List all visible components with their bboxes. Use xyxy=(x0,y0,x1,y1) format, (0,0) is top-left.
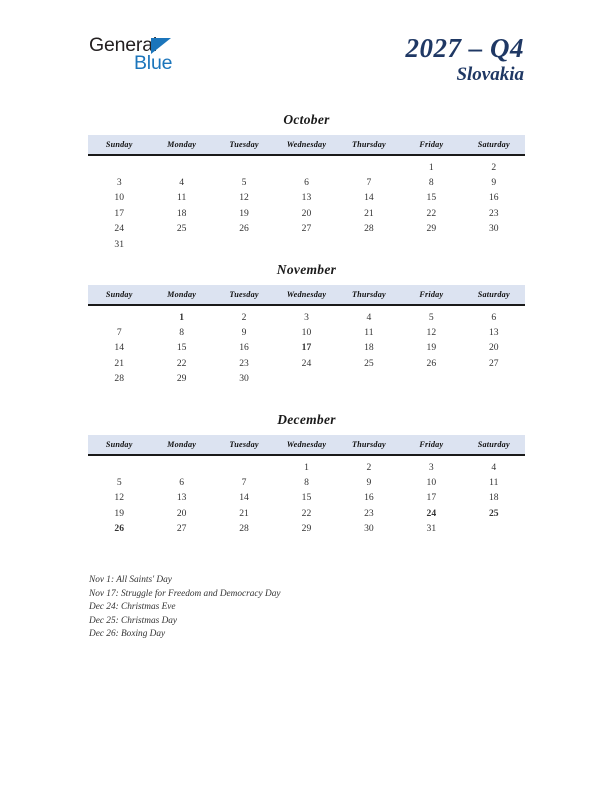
calendar-day[interactable]: 19 xyxy=(239,207,249,219)
calendar-day[interactable]: 26 xyxy=(239,223,249,235)
calendar-week-row xyxy=(88,305,525,325)
weekday-header-friday: Friday xyxy=(400,285,462,305)
calendar-day[interactable]: 11 xyxy=(177,192,187,204)
holiday-legend xyxy=(89,574,509,642)
month-block-october xyxy=(88,113,525,252)
page-title: 2027 – Q4 xyxy=(405,33,524,63)
weekday-header-monday: Monday xyxy=(150,435,212,455)
calendar-day[interactable]: 3 xyxy=(428,461,434,473)
calendar-day[interactable]: 8 xyxy=(304,477,309,489)
calendar-day-holiday[interactable]: 24 xyxy=(426,507,437,519)
calendar-day[interactable]: 30 xyxy=(239,373,249,385)
weekday-header-monday: Monday xyxy=(150,135,212,155)
weekday-header-monday: Monday xyxy=(150,285,212,305)
calendar-day[interactable]: 19 xyxy=(426,342,437,354)
calendar-cell-empty xyxy=(88,455,150,475)
calendar-day[interactable]: 3 xyxy=(116,177,122,189)
calendar-day[interactable]: 28 xyxy=(114,373,124,385)
calendar-day[interactable]: 28 xyxy=(239,523,249,535)
weekday-header-friday: Friday xyxy=(400,435,462,455)
legend-item: Nov 1: All Saints' Day xyxy=(89,575,172,585)
month-block-november xyxy=(88,263,525,386)
calendar-day[interactable]: 6 xyxy=(491,311,497,323)
calendar-day[interactable]: 29 xyxy=(426,223,437,235)
calendar-week-row xyxy=(88,371,525,386)
calendar-day[interactable]: 31 xyxy=(426,523,437,535)
calendar-day[interactable]: 13 xyxy=(488,327,499,339)
weekday-header-row xyxy=(88,135,525,155)
calendar-body xyxy=(88,155,525,252)
calendar-week-row xyxy=(88,236,525,251)
calendar-day[interactable]: 7 xyxy=(116,327,122,339)
general-blue-logo xyxy=(89,36,239,80)
calendar-day[interactable]: 11 xyxy=(489,477,499,489)
calendar-cell-empty xyxy=(275,155,337,175)
calendar-day[interactable]: 13 xyxy=(176,492,187,504)
calendar-week-row xyxy=(88,175,525,190)
calendar-day[interactable]: 9 xyxy=(241,327,247,339)
calendar-day[interactable]: 18 xyxy=(364,342,374,354)
calendar-day[interactable]: 21 xyxy=(114,357,124,369)
calendar-week-row xyxy=(88,206,525,221)
calendar-day[interactable]: 16 xyxy=(488,192,499,204)
calendar-day[interactable]: 15 xyxy=(426,192,437,204)
calendar-day[interactable]: 16 xyxy=(364,492,374,504)
calendar-day[interactable]: 2 xyxy=(366,461,372,473)
calendar-day[interactable]: 5 xyxy=(116,477,122,489)
calendar-day[interactable]: 10 xyxy=(114,192,124,204)
calendar-day[interactable]: 9 xyxy=(491,177,497,189)
calendar-day[interactable]: 2 xyxy=(491,161,497,173)
calendar-cell-empty xyxy=(150,236,212,251)
month-title: October xyxy=(283,112,330,127)
calendar-day[interactable]: 11 xyxy=(364,327,374,339)
weekday-header-thursday: Thursday xyxy=(338,285,400,305)
calendar-day[interactable]: 29 xyxy=(176,373,187,385)
calendar-day[interactable]: 29 xyxy=(301,523,312,535)
calendar-week-row xyxy=(88,155,525,175)
calendar-cell-empty xyxy=(213,455,275,475)
calendar-cell-empty xyxy=(150,455,212,475)
calendar-cell-empty xyxy=(463,236,525,251)
calendar-day[interactable]: 23 xyxy=(488,207,499,219)
calendar-week-row xyxy=(88,325,525,340)
calendar-day[interactable]: 1 xyxy=(304,461,309,473)
calendar-week-row xyxy=(88,475,525,490)
calendar-day[interactable]: 22 xyxy=(426,207,437,219)
weekday-header-row xyxy=(88,435,525,455)
weekday-header-saturday: Saturday xyxy=(463,285,525,305)
calendar-day[interactable]: 6 xyxy=(179,477,185,489)
calendar-body xyxy=(88,305,525,387)
month-block-december xyxy=(88,413,525,536)
calendar-day[interactable]: 30 xyxy=(488,223,499,235)
page-title-block xyxy=(406,34,525,88)
calendar-day[interactable]: 14 xyxy=(364,192,374,204)
calendar-cell-empty xyxy=(88,155,150,175)
calendar-day[interactable]: 1 xyxy=(428,161,434,173)
calendar-day[interactable]: 10 xyxy=(301,327,312,339)
calendar-day[interactable]: 18 xyxy=(176,207,187,219)
weekday-header-saturday: Saturday xyxy=(463,135,525,155)
calendar-day[interactable]: 25 xyxy=(176,223,187,235)
calendar-day[interactable]: 27 xyxy=(301,223,312,235)
calendar-day[interactable]: 15 xyxy=(301,492,312,504)
calendar-day[interactable]: 31 xyxy=(114,238,124,250)
calendar-day[interactable]: 14 xyxy=(239,492,249,504)
legend-item: Dec 24: Christmas Eve xyxy=(89,602,176,613)
calendar-day[interactable]: 12 xyxy=(426,327,437,339)
calendar-day[interactable]: 5 xyxy=(428,311,434,323)
weekday-header-wednesday: Wednesday xyxy=(275,135,337,155)
month-title: November xyxy=(276,262,337,277)
calendar-day[interactable]: 13 xyxy=(301,192,312,204)
calendar-cell-empty xyxy=(463,371,525,386)
calendar-day[interactable]: 4 xyxy=(179,177,185,189)
weekday-header-tuesday: Tuesday xyxy=(213,285,275,305)
calendar-cell-empty xyxy=(213,236,275,251)
calendar-day[interactable]: 4 xyxy=(366,311,372,323)
calendar-cell-empty xyxy=(400,371,462,386)
weekday-header-saturday: Saturday xyxy=(463,435,525,455)
calendar-day[interactable]: 7 xyxy=(366,177,372,189)
calendar-day[interactable]: 12 xyxy=(114,492,124,504)
weekday-header-wednesday: Wednesday xyxy=(275,285,337,305)
calendar-day[interactable]: 17 xyxy=(114,207,124,219)
calendar-day[interactable]: 10 xyxy=(426,477,437,489)
calendar-body xyxy=(88,455,525,537)
calendar-cell-empty xyxy=(213,155,275,175)
calendar-day[interactable]: 3 xyxy=(304,311,309,323)
calendar-day[interactable]: 22 xyxy=(301,507,312,519)
calendar-week-row xyxy=(88,455,525,475)
calendar-day[interactable]: 5 xyxy=(241,177,247,189)
logo-text-general: General xyxy=(89,34,157,56)
calendar-day[interactable]: 18 xyxy=(488,492,499,504)
weekday-header-wednesday: Wednesday xyxy=(275,435,337,455)
calendar-day-holiday[interactable]: 1 xyxy=(179,311,185,323)
calendar-day[interactable]: 28 xyxy=(364,223,374,235)
legend-item: Nov 17: Struggle for Freedom and Democracy Day xyxy=(89,588,281,599)
calendar-day[interactable]: 7 xyxy=(241,477,247,489)
calendar-day[interactable]: 27 xyxy=(176,523,187,535)
page-subtitle-country: Slovakia xyxy=(456,64,524,86)
weekday-header-thursday: Thursday xyxy=(338,435,400,455)
calendar-week-row xyxy=(88,221,525,236)
calendar-week-row xyxy=(88,340,525,355)
calendar-cell-empty xyxy=(275,236,337,251)
calendar-day[interactable]: 6 xyxy=(304,177,309,189)
calendar-day[interactable]: 24 xyxy=(301,357,312,369)
weekday-header-row xyxy=(88,285,525,305)
calendar-cell-empty xyxy=(400,236,462,251)
calendar-day[interactable]: 8 xyxy=(179,327,185,339)
calendar-day[interactable]: 26 xyxy=(426,357,437,369)
calendar-day[interactable]: 25 xyxy=(364,357,374,369)
calendar-day[interactable]: 19 xyxy=(114,507,124,519)
calendar-table-december xyxy=(88,435,525,537)
calendar-day[interactable]: 20 xyxy=(176,507,187,519)
calendar-day[interactable]: 2 xyxy=(241,311,247,323)
weekday-header-sunday: Sunday xyxy=(88,285,150,305)
weekday-header-sunday: Sunday xyxy=(88,135,150,155)
legend-item: Dec 25: Christmas Day xyxy=(89,615,178,626)
calendar-day-holiday[interactable]: 17 xyxy=(301,342,312,354)
calendar-cell-empty xyxy=(338,155,400,175)
calendar-day[interactable]: 24 xyxy=(114,223,124,235)
weekday-header-friday: Friday xyxy=(400,135,462,155)
month-title: December xyxy=(277,412,336,427)
weekday-header-sunday: Sunday xyxy=(88,435,150,455)
calendar-table-october xyxy=(88,135,525,252)
calendar-cell-empty xyxy=(88,305,150,325)
calendar-day-holiday[interactable]: 26 xyxy=(114,523,124,535)
calendar-day[interactable]: 23 xyxy=(239,357,249,369)
calendar-day[interactable]: 20 xyxy=(488,342,499,354)
calendar-day[interactable]: 30 xyxy=(364,523,374,535)
calendar-day-holiday[interactable]: 25 xyxy=(488,507,499,519)
calendar-week-row xyxy=(88,356,525,371)
calendar-day[interactable]: 8 xyxy=(428,177,434,189)
calendar-day[interactable]: 9 xyxy=(366,477,372,489)
calendar-day[interactable]: 27 xyxy=(488,357,499,369)
calendar-cell-empty xyxy=(275,371,337,386)
calendar-cell-empty xyxy=(463,521,525,536)
calendar-day[interactable]: 21 xyxy=(364,207,374,219)
calendar-day[interactable]: 4 xyxy=(491,461,497,473)
calendar-table-november xyxy=(88,285,525,387)
calendar-day[interactable]: 17 xyxy=(426,492,437,504)
weekday-header-tuesday: Tuesday xyxy=(213,135,275,155)
calendar-week-row xyxy=(88,521,525,536)
page-header xyxy=(0,0,612,100)
calendar-cell-empty xyxy=(338,236,400,251)
calendar-day[interactable]: 22 xyxy=(176,357,187,369)
calendar-day[interactable]: 23 xyxy=(364,507,374,519)
weekday-header-tuesday: Tuesday xyxy=(213,435,275,455)
calendar-cell-empty xyxy=(338,371,400,386)
calendar-day[interactable]: 15 xyxy=(176,342,187,354)
weekday-header-thursday: Thursday xyxy=(338,135,400,155)
calendar-week-row xyxy=(88,506,525,521)
calendar-day[interactable]: 14 xyxy=(114,342,124,354)
calendar-week-row xyxy=(88,490,525,505)
calendar-day[interactable]: 20 xyxy=(301,207,312,219)
calendar-cell-empty xyxy=(150,155,212,175)
calendar-day[interactable]: 21 xyxy=(239,507,249,519)
calendar-week-row xyxy=(88,190,525,205)
calendar-day[interactable]: 12 xyxy=(239,192,249,204)
legend-item: Dec 26: Boxing Day xyxy=(89,629,166,640)
logo-text-blue: Blue xyxy=(134,52,173,74)
calendar-day[interactable]: 16 xyxy=(239,342,249,354)
